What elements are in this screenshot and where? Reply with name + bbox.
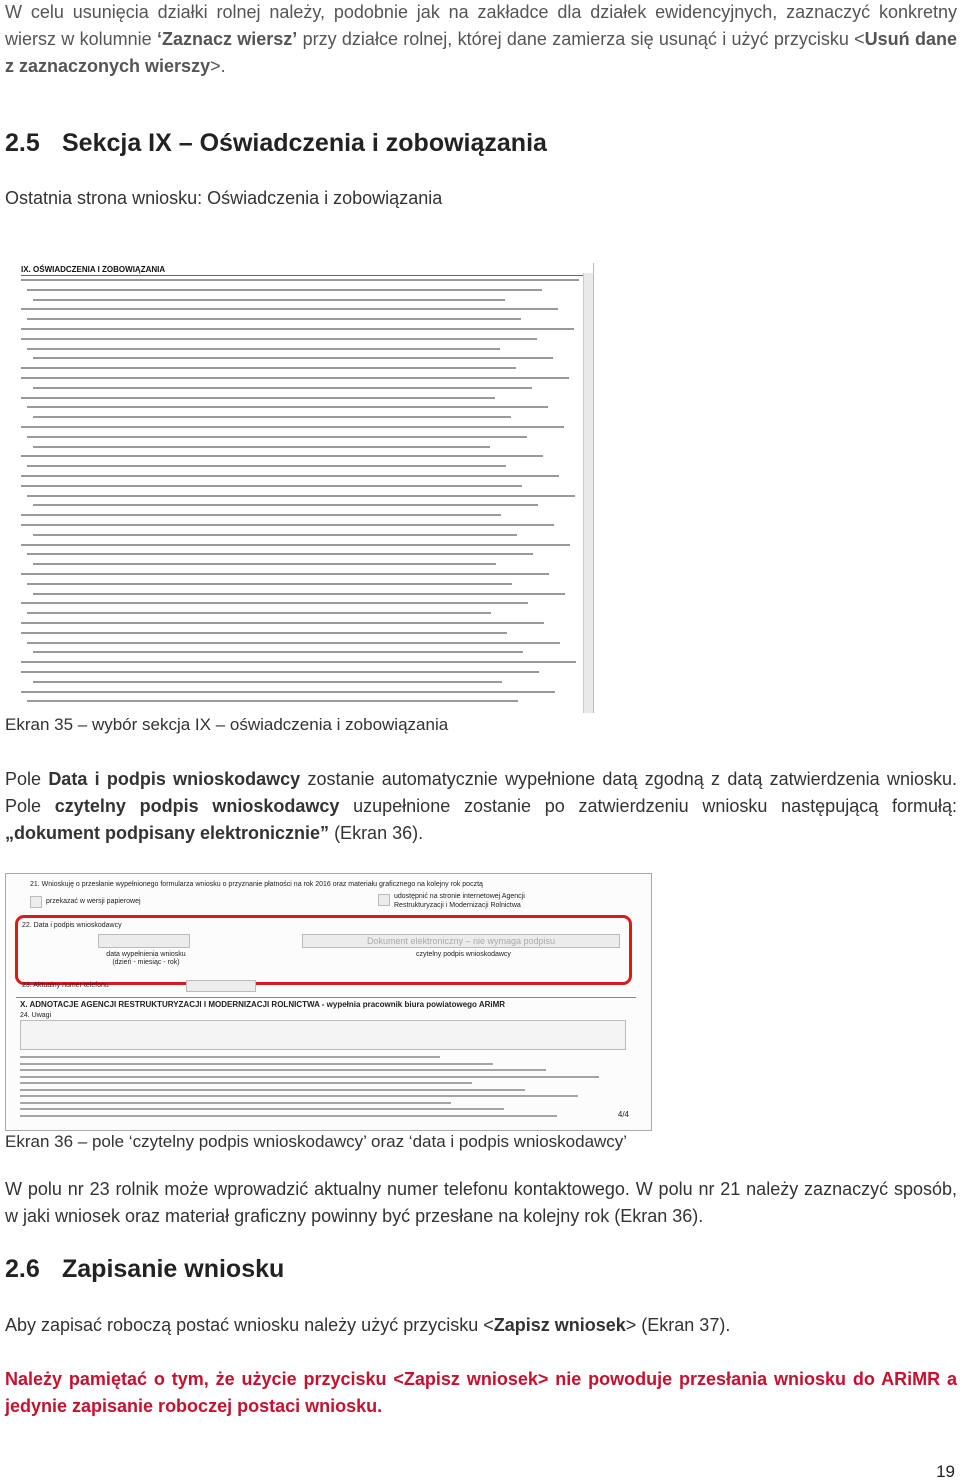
- fine-print-line: [33, 416, 511, 418]
- save-button-ref: Zapisz wniosek: [493, 1315, 626, 1335]
- row-22-label: 22. Data i podpis wnioskodawcy: [22, 922, 122, 929]
- delete-rows-button-ref: Usuń dane z zaznaczonych wierszy: [5, 29, 957, 76]
- fine-print-line: [27, 465, 506, 467]
- fine-print-line: [27, 495, 575, 497]
- footnote-line: [20, 1095, 578, 1097]
- signature-formula: „dokument podpisany elektronicznie”: [5, 823, 330, 843]
- remarks-field[interactable]: [20, 1020, 626, 1050]
- online-checkbox[interactable]: [378, 894, 390, 906]
- fine-print-line: [21, 622, 544, 624]
- row-24-label: 24. Uwagi: [20, 1012, 52, 1019]
- fine-print-line: [27, 406, 548, 408]
- screen-35-header: IX. OŚWIADCZENIA I ZOBOWIĄZANIA: [21, 265, 593, 276]
- fine-print-line: [21, 661, 576, 663]
- fine-print-line: [21, 328, 574, 330]
- section-title: Zapisanie wniosku: [62, 1255, 285, 1283]
- section-number: 2.5: [5, 129, 40, 157]
- online-option-label: udostępnić na stronie internetowej Agencji Restrukturyzacji i Modernizacji Rolnictwa: [394, 893, 525, 909]
- footnote-line: [20, 1069, 546, 1071]
- fine-print-line: [21, 671, 539, 673]
- phone-paragraph: W polu nr 23 rolnik może wprowadzić aktualny numer telefonu kontaktowego. W polu nr 21 należy zaznaczyć sposób, w jaki wniosek oraz materiał graficzny powinny być przesłane na kolejny rok (Ekran 36).: [5, 1179, 957, 1226]
- caption-screen-35: Ekran 35 – wybór sekcja IX – oświadczenia i zobowiązania: [5, 715, 449, 734]
- text: > (Ekran 37).: [625, 1315, 731, 1335]
- signature-caption: czytelny podpis wnioskodawcy: [416, 951, 511, 958]
- fine-print-line: [21, 279, 579, 281]
- fine-print-line: [33, 563, 496, 565]
- intro-text-2: przy działce rolnej, której dane zamierza się usunąć i użyć przycisku <: [297, 29, 865, 49]
- fine-print-line: [33, 681, 502, 683]
- text: (Ekran 36).: [329, 823, 424, 843]
- warning-paragraph: Należy pamiętać o tym, że użycie przycisku <Zapisz wniosek> nie powoduje przesłania wniosku do ARiMR a jedynie zapisanie roboczej postaci wniosku.: [5, 1369, 957, 1416]
- fine-print-line: [21, 573, 549, 575]
- fine-print-line: [21, 397, 495, 399]
- intro-text-3: >.: [210, 56, 226, 76]
- fine-print-line: [21, 632, 507, 634]
- section-subtitle: Ostatnia strona wniosku: Oświadczenia i zobowiązania: [5, 188, 443, 208]
- row-21-label: 21. Wnioskuję o przesłanie wypełnionego formularza wniosku o przyznanie płatności na rok 2016 oraz materiału graficznego na kolejny rok pocztą: [30, 881, 483, 888]
- column-name: ‘Zaznacz wiersz’: [156, 29, 298, 49]
- scrollbar: [583, 273, 593, 713]
- fine-print-line: [21, 308, 558, 310]
- fine-print-line: [27, 583, 512, 585]
- caption-screen-36: Ekran 36 – pole ‘czytelny podpis wnioskodawcy’ oraz ‘data i podpis wnioskodawcy’: [5, 1132, 628, 1151]
- fine-print-line: [27, 642, 560, 644]
- field-name-legible-signature: czytelny podpis wnioskodawcy: [54, 796, 340, 816]
- divider: [16, 997, 636, 998]
- fine-print-line: [33, 357, 553, 359]
- footnote-line: [20, 1063, 493, 1065]
- fine-print-line: [27, 348, 500, 350]
- fine-print-line: [27, 318, 521, 320]
- fine-print-line: [21, 475, 559, 477]
- text: Pole: [5, 769, 49, 789]
- fine-print-line: [33, 446, 490, 448]
- paper-option-label: przekazać w wersji papierowej: [46, 898, 141, 905]
- fine-print-line: [21, 455, 543, 457]
- fine-print-line: [27, 436, 527, 438]
- fine-print-line: [27, 289, 542, 291]
- fine-print-line: [33, 504, 538, 506]
- fine-print-line: [33, 387, 532, 389]
- intro-text: W celu usunięcia działki rolnej należy, podobnie jak na zakładce dla działek ewidencyjnych, zaznaczyć konkretny wiersz w kolumnie: [5, 2, 957, 49]
- footnote-line: [20, 1089, 525, 1091]
- fine-print-line: [33, 651, 523, 653]
- phone-field[interactable]: [186, 980, 256, 992]
- fine-print-line: [21, 514, 501, 516]
- fine-print-line: [21, 524, 554, 526]
- fine-print-line: [21, 691, 555, 693]
- footnote-line: [20, 1056, 440, 1058]
- fine-print-line: [21, 377, 569, 379]
- fine-print-line: [21, 367, 516, 369]
- highlight-frame: [15, 915, 632, 985]
- fine-print-line: [33, 534, 517, 536]
- section-x-header: X. ADNOTACJE AGENCJI RESTRUKTURYZACJI I MODERNIZACJI ROLNICTWA - wypełnia pracownik biura powiatowego ARiMR: [20, 1000, 506, 1009]
- fine-print-line: [21, 602, 528, 604]
- fields-paragraph: [5, 766, 957, 847]
- text: uzupełnione zostanie po zatwierdzeniu wniosku następującą formułą:: [339, 796, 957, 816]
- fine-print-line: [27, 612, 491, 614]
- fine-print-line: [27, 553, 533, 555]
- footnote-line: [20, 1082, 472, 1084]
- date-caption: data wypełnienia wniosku (dzień - miesiąc - rok): [106, 951, 186, 966]
- footnote-line: [20, 1076, 599, 1078]
- section-title: Sekcja IX – Oświadczenia i zobowiązania: [62, 129, 547, 157]
- text: Aby zapisać roboczą postać wniosku należy użyć przycisku <: [5, 1315, 494, 1335]
- section-heading-2-6: [5, 1255, 284, 1284]
- fine-print-line: [21, 485, 522, 487]
- page-indicator: 4/4: [617, 1110, 629, 1119]
- footnote-line: [20, 1108, 504, 1110]
- text: zostanie automatycznie wypełnione datą zgodną z datą zatwierdzenia wniosku. Pole: [5, 769, 957, 816]
- fine-print-line: [33, 299, 505, 301]
- field-name-date-signature: Data i podpis wnioskodawcy: [48, 769, 301, 789]
- footnote-line: [20, 1115, 557, 1117]
- screen-35-image: [5, 263, 594, 713]
- fine-print-line: [33, 593, 565, 595]
- fine-print-line: [21, 544, 570, 546]
- paper-checkbox[interactable]: [30, 896, 42, 908]
- signature-field[interactable]: Dokument elektroniczny – nie wymaga podpisu: [302, 934, 620, 948]
- fine-print-line: [27, 700, 518, 702]
- screen-36-image: [5, 873, 652, 1131]
- footnote-line: [20, 1102, 451, 1104]
- page-number: 19: [936, 1462, 955, 1481]
- fine-print-line: [21, 338, 537, 340]
- intro-paragraph: [5, 0, 957, 80]
- fine-print-line: [21, 426, 564, 428]
- section-number: 2.6: [5, 1255, 40, 1283]
- row-23-label: 23. Aktualny numer telefonu: [22, 982, 109, 989]
- section-heading-2-5: [5, 129, 547, 158]
- save-paragraph: [5, 1312, 957, 1339]
